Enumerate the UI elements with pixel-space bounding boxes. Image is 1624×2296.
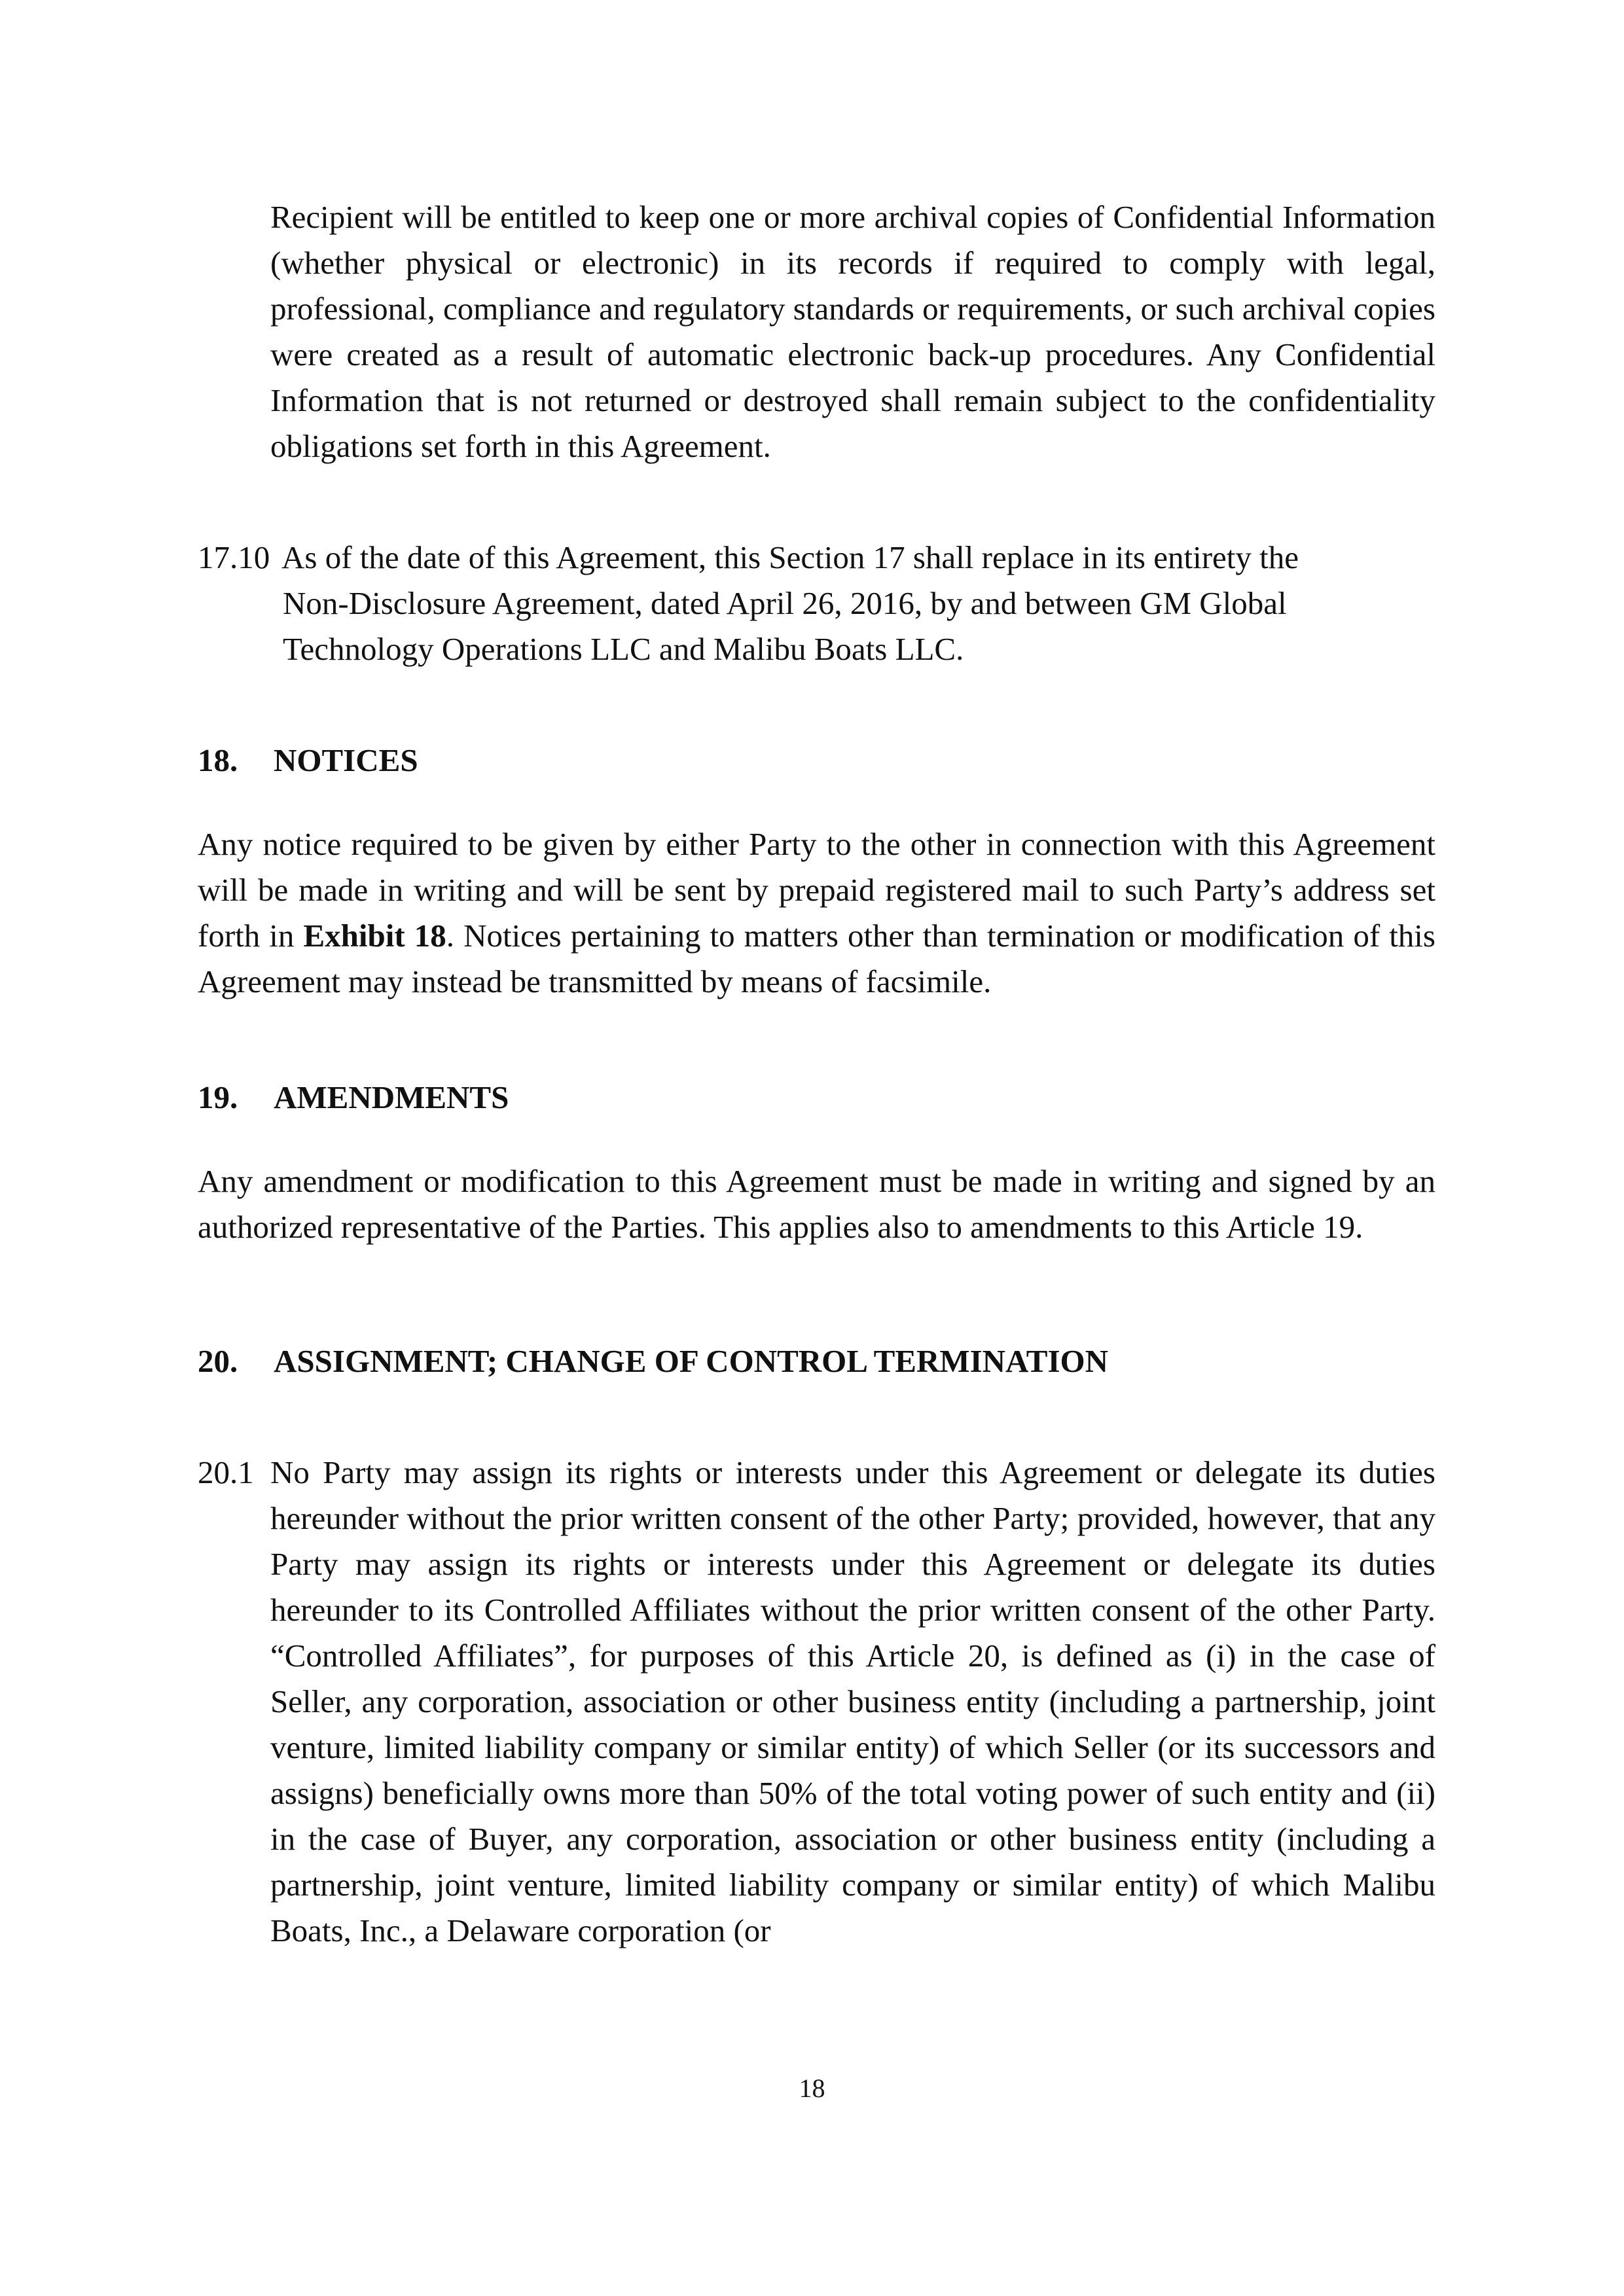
section-19-number: 19. [198,1079,238,1115]
section-18-title: NOTICES [274,742,418,778]
section-17-10-first-line: As of the date of this Agreement, this Section 17 shall replace in its entirety the [281,539,1299,575]
section-18-number: 18. [198,742,238,778]
section-20-number: 20. [198,1343,238,1379]
continuation-paragraph: Recipient will be entitled to keep one or more archival copies of Confidential Information (whether physical or electronic) in its records if required to comply with legal, professional, compliance and regulatory standards or requirements, or such archival copies were created as a result of automatic electronic back-up procedures. Any Confidential Information that is not returned or destroyed shall remain subject to the confidentiality obligations set forth in this Agreement. [270,199,1435,464]
section-18-body [198,821,1435,1005]
section-20-title: ASSIGNMENT; CHANGE OF CONTROL TERMINATION [274,1343,1109,1379]
section-20-1-number: 20.1 [198,1454,254,1490]
section-18-body-start: Any notice required to be given by either Party to the other in connection with this Agreement will be made in writing and will be sent by prepaid registered mail to such Party’s address set forth in [198,826,1435,954]
page-number: 18 [799,2073,825,2103]
section-17-10-body: Non-Disclosure Agreement, dated April 26, 2016, by and between GM Global Technology Operations LLC and Malibu Boats LLC. [283,585,1287,667]
section-18-heading [198,738,418,783]
exhibit-18-reference: Exhibit 18 [303,918,446,954]
section-19-heading [198,1075,509,1121]
section-20-heading [198,1338,1108,1384]
section-19-body: Any amendment or modification to this Agreement must be made in writing and signed by an authorized representative of the Parties. This applies also to amendments to this Article 19. [198,1163,1435,1245]
section-17-10 [198,535,1435,672]
section-17-10-number: 17.10 [198,539,270,575]
section-18-body-end: . Notices pertaining to matters other than termination or modification of this Agreement may instead be transmitted by means of facsimile. [198,918,1435,999]
section-19-title: AMENDMENTS [274,1079,509,1115]
section-20-1-body: No Party may assign its rights or interests under this Agreement or delegate its duties hereunder without the prior written consent of the other Party; provided, however, that any Party may assign its rights or interests under this Agreement or delegate its duties hereunder to its Controlled Affiliates without the prior written consent of the other Party. “Controlled Affiliates”, for purposes of this Article 20, is defined as (i) in the case of Seller, any corporation, association or other business entity (including a partnership, joint venture, limited liability company or similar entity) of which Seller (or its successors and assigns) beneficially owns more than 50% of the total voting power of such entity and (ii) in the case of Buyer, any corporation, association or other business entity (including a partnership, joint venture, limited liability company or similar entity) of which Malibu Boats, Inc., a Delaware corporation (or [270,1454,1435,1948]
